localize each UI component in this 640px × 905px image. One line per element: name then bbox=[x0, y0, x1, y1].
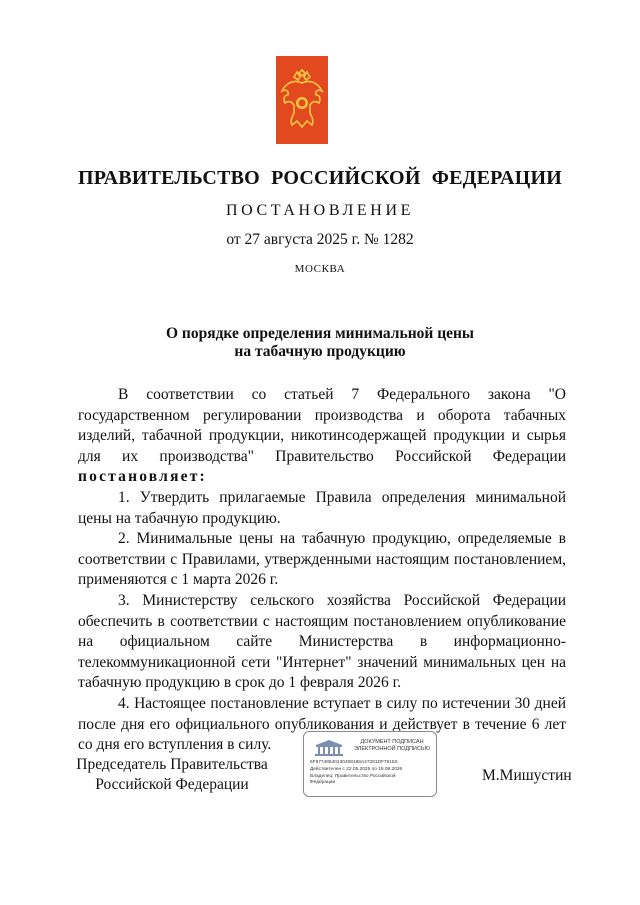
government-building-icon bbox=[312, 739, 346, 757]
subject-line-1: О порядке определения минимальной цены bbox=[165, 325, 475, 342]
stamp-heading bbox=[350, 739, 434, 753]
clause-3: 3. Министерству сельского хозяйства Российской Федерации обеспечить в соответствии с настоящим постановлением опубликование на официальном сайте Министерства в информационно-телекоммуникационной сети "Интернет" значений минимальных цен на табачную продукцию в срок до 1 февраля 2026 г. bbox=[78, 591, 566, 692]
stamp-validity: Действителен с 22.05.2025 по 15.08.2026 bbox=[310, 767, 403, 772]
stamp-heading-line-2: ЭЛЕКТРОННОЙ ПОДПИСЬЮ bbox=[353, 746, 431, 752]
clause-4: 4. Настоящее постановление вступает в силу по истечении 30 дней после дня его официального опубликования и действует в течение 6 лет со дня его вступления в силу. bbox=[78, 694, 566, 754]
preamble-text: В соответствии со статьей 7 Федерального закона "О государственном регулировании производства и оборота табачных изделий, табачной продукции, никотинсодержащей продукции и сырья для их производства" Правительство Российской Федерации bbox=[78, 386, 566, 465]
signer-name: М.Мишустин bbox=[482, 767, 572, 784]
document-type: ПОСТАНОВЛЕНИЕ bbox=[226, 202, 414, 219]
clause-2: 2. Минимальные цены на табачную продукцию, определяемые в соответствии с Правилами, утвержденными настоящим постановлением, применяются с 1 марта 2026 г. bbox=[78, 530, 566, 589]
document-date-number: от 27 августа 2025 г. № 1282 bbox=[226, 231, 414, 248]
subject-line-2: на табачную продукцию bbox=[234, 343, 406, 360]
city: МОСКВА bbox=[294, 263, 346, 275]
stamp-heading-line-1: ДОКУМЕНТ ПОДПИСАН bbox=[360, 739, 424, 745]
stamp-owner-line-2: Федерации bbox=[310, 780, 336, 785]
signer-title-line-2: Российской Федерации bbox=[95, 776, 249, 793]
decree-word: постановляет: bbox=[78, 468, 207, 486]
clause-1: 1. Утвердить прилагаемые Правила определения минимальной цены на табачную продукцию. bbox=[78, 488, 566, 527]
coat-of-arms-icon bbox=[276, 56, 328, 144]
preamble-paragraph bbox=[78, 385, 566, 488]
document-body bbox=[78, 385, 566, 756]
signer-title bbox=[74, 755, 270, 795]
government-title: ПРАВИТЕЛЬСТВО РОССИЙСКОЙ ФЕДЕРАЦИИ bbox=[78, 167, 562, 189]
document-subject bbox=[0, 325, 640, 361]
signer-title-line-1: Председатель Правительства bbox=[76, 756, 268, 773]
electronic-signature-stamp bbox=[303, 731, 437, 797]
stamp-owner-line-1: Владелец: Правительство Российской bbox=[310, 774, 396, 779]
stamp-serial: 6F67748540130408188A47281DF7915S bbox=[310, 760, 398, 765]
